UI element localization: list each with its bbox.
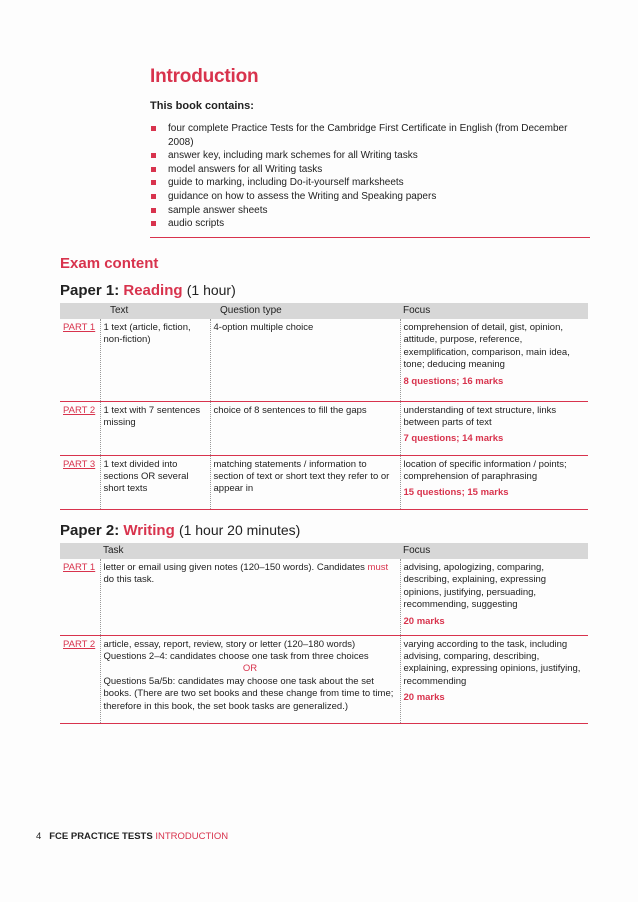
- focus-cell: [400, 635, 588, 723]
- task-text: Questions 5a/5b: candidates may choose one task about the set books. (There are two set books and these change from time to time; therefore in this book, the set book tasks are generalized.): [103, 675, 394, 712]
- list-item: audio scripts: [150, 217, 590, 231]
- list-item: sample answer sheets: [150, 204, 590, 218]
- text-cell: 1 text (article, fiction, non-fiction): [100, 319, 210, 401]
- marks-label: 20 marks: [403, 615, 445, 627]
- task-cell: [100, 559, 400, 635]
- marks-label: 20 marks: [403, 692, 445, 704]
- contents-list: [150, 122, 590, 231]
- focus-cell: [400, 455, 588, 509]
- column-header: Question type: [210, 303, 400, 319]
- column-header: Focus: [400, 303, 588, 319]
- column-header: Text: [100, 303, 210, 319]
- list-item: guide to marking, including Do-it-yourself marksheets: [150, 176, 590, 190]
- focus-text: varying according to the task, including advising, comparing, describing, explaining, expressing opinions, justifying, recommending: [403, 638, 581, 687]
- task-text: letter or email using given notes (120–150 words). Candidates: [103, 562, 365, 573]
- list-item: answer key, including mark schemes for all Writing tasks: [150, 149, 590, 163]
- list-item: four complete Practice Tests for the Cambridge First Certificate in English (from December 2008): [150, 122, 590, 149]
- focus-cell: [400, 319, 588, 401]
- list-item: guidance on how to assess the Writing and Speaking papers: [150, 190, 590, 204]
- book-title: FCE PRACTICE TESTS: [49, 831, 153, 842]
- focus-cell: [400, 401, 588, 455]
- question-type-cell: choice of 8 sentences to fill the gaps: [210, 401, 400, 455]
- focus-text: comprehension of detail, gist, opinion, attitude, purpose, reference, exemplification, comparison, main idea, tone; deducing meaning: [403, 322, 570, 371]
- focus-text: location of specific information / points; comprehension of paraphrasing: [403, 458, 567, 482]
- table-row: [60, 635, 588, 723]
- or-label: OR: [242, 663, 258, 675]
- task-text: article, essay, report, review, story or letter (120–180 words) Questions 2–4: candidates choose one task from three choices: [103, 638, 369, 662]
- paper2-duration: (1 hour 20 minutes): [178, 522, 301, 538]
- marks-label: 15 questions; 15 marks: [403, 487, 509, 499]
- question-type-cell: 4-option multiple choice: [210, 319, 400, 401]
- exam-content-title: Exam content: [60, 255, 159, 272]
- paper2-name: Writing: [123, 522, 175, 539]
- part-label: PART 3: [60, 455, 100, 509]
- page-number: 4: [36, 831, 42, 842]
- task-text: do this task.: [103, 574, 155, 586]
- focus-text: understanding of text structure, links between parts of text: [403, 404, 557, 428]
- must-emphasis: must: [367, 562, 389, 573]
- table-header: [60, 543, 588, 559]
- marks-label: 7 questions; 14 marks: [403, 433, 504, 445]
- table-row: [60, 319, 588, 401]
- paper1-label: Paper 1:: [60, 282, 120, 299]
- text-cell: 1 text with 7 sentences missing: [100, 401, 210, 455]
- paper1-title: [60, 282, 236, 299]
- table-header: [60, 303, 588, 319]
- column-header: Task: [100, 543, 400, 559]
- contains-heading: This book contains:: [150, 100, 254, 112]
- column-header: Focus: [400, 543, 588, 559]
- part-label: PART 1: [60, 559, 100, 635]
- part-label: PART 2: [60, 635, 100, 723]
- part-label: PART 1: [60, 319, 100, 401]
- table-row: [60, 401, 588, 455]
- paper2-title: [60, 522, 300, 539]
- paper2-table: [60, 543, 588, 724]
- table-row: [60, 455, 588, 509]
- paper1-name: Reading: [123, 282, 183, 299]
- page-footer: [36, 831, 228, 842]
- question-type-cell: matching statements / information to section of text or short text they refer to or appear in: [210, 455, 400, 509]
- marks-label: 8 questions; 16 marks: [403, 375, 504, 387]
- section-name: INTRODUCTION: [155, 831, 229, 842]
- text-cell: 1 text divided into sections OR several short texts: [100, 455, 210, 509]
- paper1-table: [60, 303, 588, 510]
- introduction-section: [150, 66, 590, 238]
- task-cell: [100, 635, 400, 723]
- part-label: PART 2: [60, 401, 100, 455]
- focus-cell: [400, 559, 588, 635]
- introduction-title: Introduction: [150, 66, 259, 87]
- paper2-label: Paper 2:: [60, 522, 120, 539]
- focus-text: advising, apologizing, comparing, describing, explaining, expressing opinions, justifying, persuading, recommending, suggesting: [403, 562, 547, 611]
- table-row: [60, 559, 588, 635]
- list-item: model answers for all Writing tasks: [150, 163, 590, 177]
- divider: [150, 237, 590, 238]
- paper1-duration: (1 hour): [186, 282, 236, 298]
